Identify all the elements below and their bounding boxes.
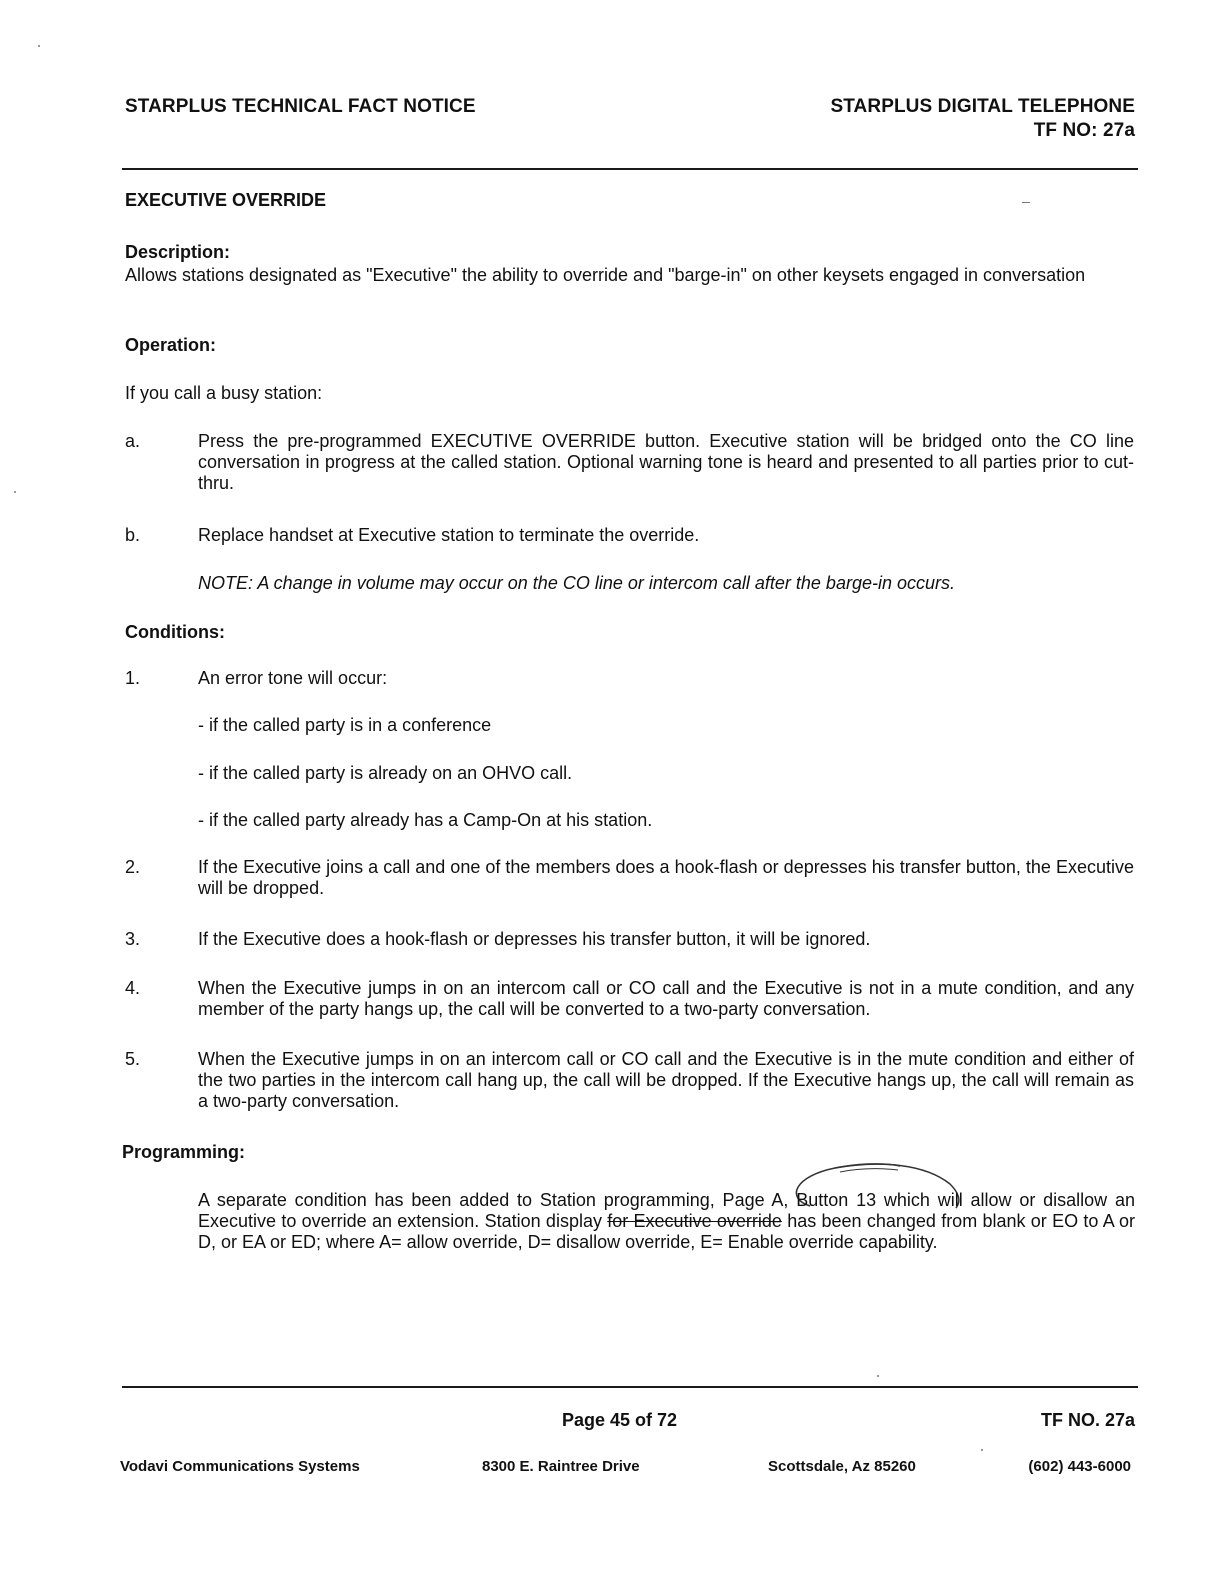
condition-3-text: If the Executive does a hook-flash or depresses his transfer button, it will be ignored. — [198, 929, 871, 949]
programming-heading: Programming: — [122, 1142, 246, 1162]
scan-speck — [877, 1375, 879, 1377]
condition-5-label: 5. — [125, 1049, 141, 1069]
footer-tf-number: TF NO. 27a — [1040, 1410, 1135, 1430]
operation-intro: If you call a busy station: — [125, 383, 323, 403]
step-a-label: a. — [125, 431, 141, 451]
section-title: EXECUTIVE OVERRIDE — [125, 190, 327, 210]
step-b-text: Replace handset at Executive station to terminate the override. — [198, 525, 700, 545]
condition-3-label: 3. — [125, 929, 141, 949]
description-text: Allows stations designated as "Executive" the ability to override and "barge-in" on other keysets engaged in conversation — [125, 265, 1086, 285]
programming-text — [198, 1190, 1135, 1253]
footer-phone: (602) 443-6000 — [1028, 1458, 1131, 1475]
conditions-heading: Conditions: — [125, 622, 225, 642]
programming-text-part1: A separate condition has been added to Station programming, Page A, Button 13 which will allow or disallow an Executive to override an extension. Station display — [198, 1190, 1135, 1231]
condition-1-label: 1. — [125, 668, 141, 688]
scan-speck — [14, 491, 16, 493]
error-case-1: - if the called party is in a conference — [198, 715, 492, 735]
footer-rule — [122, 1386, 1138, 1388]
footer-address: 8300 E. Raintree Drive — [482, 1458, 640, 1475]
footer-company: Vodavi Communications Systems — [120, 1458, 360, 1475]
footer-city: Scottsdale, Az 85260 — [768, 1458, 916, 1475]
header-right-title: STARPLUS DIGITAL TELEPHONE — [830, 96, 1135, 117]
condition-2-label: 2. — [125, 857, 141, 877]
condition-4-label: 4. — [125, 978, 141, 998]
condition-2-text: If the Executive joins a call and one of the members does a hook-flash or depresses his transfer button, the Executive will be dropped. — [198, 857, 1134, 898]
scan-speck — [38, 45, 40, 47]
operation-heading: Operation: — [125, 335, 217, 355]
header-tf-number: TF NO: 27a — [1033, 120, 1135, 141]
step-b-label: b. — [125, 525, 141, 545]
scan-speck — [981, 1449, 983, 1451]
programming-struck-text: for Executive override — [607, 1211, 782, 1231]
operation-note: NOTE: A change in volume may occur on the CO line or intercom call after the barge-in occurs. — [198, 573, 955, 593]
condition-4-text: When the Executive jumps in on an intercom call or CO call and the Executive is not in a mute condition, and any member of the party hangs up, the call will be converted to a two-party conversation. — [198, 978, 1134, 1019]
programming-text-part2: has been changed from blank or EO to A or D, or EA or ED; where A= allow override, D= disallow override, E= Enable override capability. — [198, 1211, 1136, 1252]
footer-page-number: Page 45 of 72 — [562, 1410, 678, 1430]
condition-5-text: When the Executive jumps in on an intercom call or CO call and the Executive is in the mute condition and either of the two parties in the intercom call hang up, the call will be dropped. If the Executive hangs up, the call will remain as a two-party conversation. — [198, 1049, 1134, 1111]
scan-speck — [1022, 202, 1030, 203]
error-case-3: - if the called party already has a Camp-On at his station. — [198, 810, 653, 830]
description-heading: Description: — [125, 242, 231, 262]
condition-1-text: An error tone will occur: — [198, 668, 388, 688]
header-left-title: STARPLUS TECHNICAL FACT NOTICE — [125, 96, 476, 117]
header-rule — [122, 168, 1138, 170]
error-case-2: - if the called party is already on an OHVO call. — [198, 763, 573, 783]
step-a-text: Press the pre-programmed EXECUTIVE OVERRIDE button. Executive station will be bridged onto the CO line conversation in progress at the called station. Optional warning tone is heard and presented to all parties prior to cut-thru. — [198, 431, 1134, 493]
